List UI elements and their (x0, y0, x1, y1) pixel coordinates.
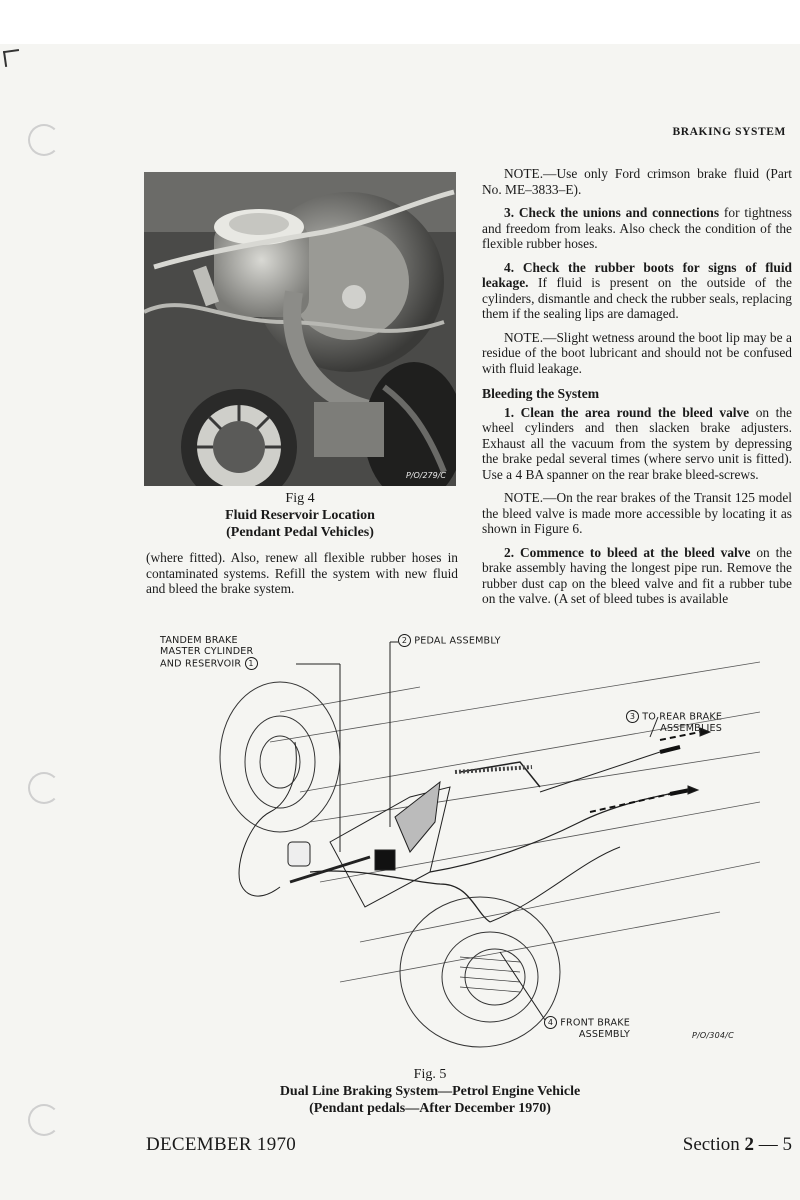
note-wetness: NOTE.—Slight wetness around the boot lip may be a residue of the boot lubricant and should not be confused with fluid leakage. (482, 329, 792, 376)
figure-5-title-line1: Dual Line Braking System—Petrol Engine Vehicle (279, 1084, 581, 1099)
bleed-step-1 (482, 405, 792, 483)
fluid-reservoir-photo (144, 172, 456, 486)
running-head: BRAKING SYSTEM (672, 126, 786, 138)
label-front-brake (544, 1016, 630, 1040)
braking-system-diagram (160, 622, 760, 1052)
footer-page-number: — 5 (754, 1134, 792, 1155)
page-corner-mark (3, 49, 21, 67)
step-3 (482, 205, 792, 252)
callout-4: 4 (544, 1016, 557, 1029)
right-column (482, 166, 792, 615)
label-rear-brakes (626, 710, 722, 734)
step-4-heading: Check the rubber boots for signs of fluid leakage. (482, 259, 792, 290)
figure-4-number: Fig 4 (285, 491, 315, 506)
bleed-step-1-heading: Clean the area round the bleed valve (520, 404, 750, 420)
step-4-text: If fluid is present on the outside of the cylinders, dismantle and check the rubber seals, replacing them if the sealing lips are damaged. (482, 275, 792, 321)
punch-hole (28, 772, 60, 804)
footer-section-number: 2 (744, 1134, 754, 1155)
bleeding-heading: Bleeding the System (482, 386, 600, 401)
label-rear-brakes-line1: TO REAR BRAKE (642, 711, 723, 723)
label-front-brake-line2: ASSEMBLY (578, 1029, 631, 1040)
step-3-text: for tightness and freedom from leaks. Also check the condition of the flexible rubber hoses. (482, 205, 792, 251)
label-master-cylinder-text: AND RESERVOIR (160, 658, 242, 670)
figure-4-title-line2: (Pendant Pedal Vehicles) (226, 525, 374, 540)
figure-5-number: Fig. 5 (413, 1067, 447, 1082)
bleed-step-2 (482, 545, 792, 607)
label-front-brake-line1: FRONT BRAKE (560, 1017, 631, 1029)
label-master-cylinder (160, 635, 258, 670)
note-transit: NOTE.—On the rear brakes of the Transit 125 model the bleed valve is made more accessible by locating it as shown in Figure 6. (482, 490, 792, 536)
figure-4-title-line1: Fluid Reservoir Location (225, 508, 375, 523)
left-column-text: (where fitted). Also, renew all flexible rubber hoses in contaminated systems. Refill the system with new fluid and bleed the brake system. (146, 550, 458, 596)
label-master-cylinder-line3 (160, 657, 258, 670)
footer-section (683, 1134, 792, 1156)
diagram-reference-code: P/O/304/C (692, 1031, 734, 1040)
bleed-step-1-text: on the wheel cylinders and then slacken brake adjusters. Exhaust all the vacuum from the system by depressing the brake pedal several times (where servo unit is fitted). Use a 4 BA spanner on the rear brake bleed-screws. (482, 404, 792, 482)
figure-5-title-line2: (Pendant pedals—After December 1970) (309, 1101, 551, 1116)
photo-reference-code: P/O/279/C (405, 471, 446, 480)
bleed-step-2-number: 2. (504, 544, 515, 560)
label-pedal-assembly (398, 634, 501, 647)
step-3-heading: Check the unions and connections (518, 205, 720, 220)
step-4 (482, 260, 792, 322)
label-rear-brakes-line2: ASSEMBLIES (660, 723, 723, 734)
label-master-cylinder-line2: MASTER CYLINDER (160, 646, 254, 657)
bleed-step-1-number: 1. (504, 404, 515, 420)
callout-3: 3 (626, 710, 639, 723)
footer-section-prefix: Section (682, 1134, 745, 1155)
punch-hole (28, 124, 60, 156)
label-master-cylinder-line1: TANDEM BRAKE (160, 635, 238, 646)
callout-2: 2 (398, 634, 411, 647)
figure-5-caption (180, 1066, 680, 1117)
punch-hole (28, 1104, 60, 1136)
footer-date: DECEMBER 1970 (146, 1134, 297, 1155)
bleed-step-2-heading: Commence to bleed at the bleed valve (519, 544, 751, 560)
figure-4-caption (144, 490, 456, 541)
note-fluid: NOTE.—Use only Ford crimson brake fluid (Part No. ME–3833–E). (482, 166, 792, 197)
callout-1: 1 (245, 657, 258, 670)
bleed-step-2-text: on the brake assembly having the longest pipe run. Remove the rubber dust cap on the bleed valve and fit a rubber tube on the valve. (A set of bleed tubes is available (482, 544, 793, 606)
step-4-number: 4. (504, 259, 515, 275)
label-pedal-assembly-text: PEDAL ASSEMBLY (414, 635, 501, 647)
step-3-number: 3. (504, 205, 515, 220)
